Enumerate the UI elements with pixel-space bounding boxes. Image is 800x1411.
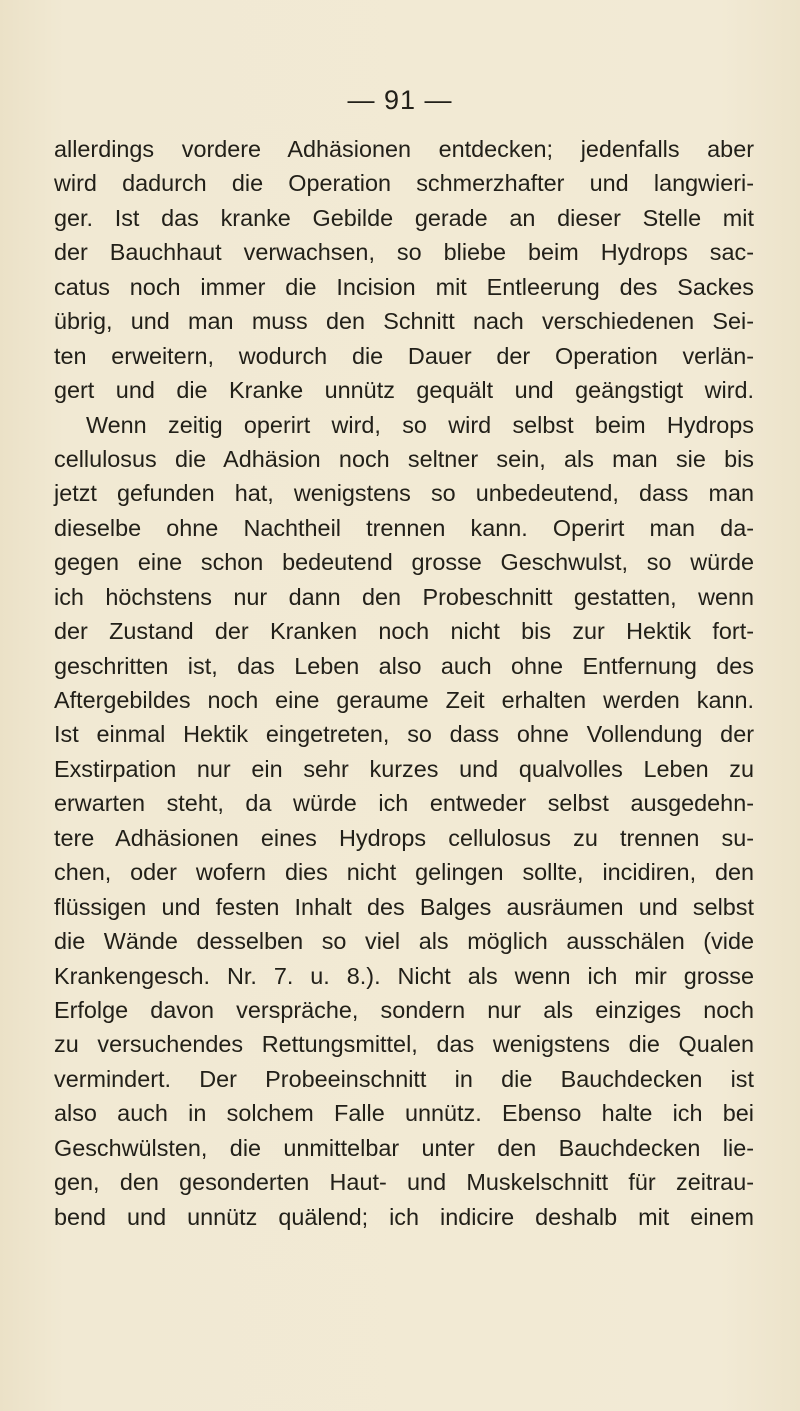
text-line: Aftergebildes noch eine geraume Zeit erhalten werden kann. (54, 687, 754, 713)
text-line: zu versuchendes Rettungsmittel, das wenigstens die Qualen (54, 1031, 754, 1058)
text-line: Exstirpation nur ein sehr kurzes und qualvolles Leben zu (54, 755, 754, 782)
text-line: gen, den gesonderten Haut- und Muskelschnitt für zeitrau- (54, 1169, 754, 1196)
text-line: bend und unnütz quälend; ich indicire deshalb mit einem (54, 1203, 754, 1230)
text-line: vermindert. Der Probeeinschnitt in die Bauchdecken ist (54, 1065, 754, 1092)
text-line: Geschwülsten, die unmittelbar unter den Bauchdecken lie- (54, 1134, 754, 1161)
text-line: der Bauchhaut verwachsen, so bliebe beim Hydrops sac- (54, 239, 754, 266)
text-line: also auch in solchem Falle unnütz. Ebenso halte ich bei (54, 1100, 754, 1127)
text-line: ger. Ist das kranke Gebilde gerade an dieser Stelle mit (54, 204, 754, 231)
text-line: chen, oder wofern dies nicht gelingen sollte, incidiren, den (54, 859, 754, 886)
text-line: catus noch immer die Incision mit Entleerung des Sackes (54, 273, 754, 300)
text-line: Krankengesch. Nr. 7. u. 8.). Nicht als wenn ich mir grosse (54, 962, 754, 989)
text-line: Wenn zeitig operirt wird, so wird selbst beim Hydrops (86, 411, 754, 438)
text-line: die Wände desselben so viel als möglich ausschälen (vide (54, 928, 754, 955)
page-number: — 91 — (347, 85, 453, 115)
body-text (54, 132, 754, 1234)
text-line: gert und die Kranke unnütz gequält und geängstigt wird. (54, 377, 754, 404)
text-line: tere Adhäsionen eines Hydrops cellulosus zu trennen su- (54, 824, 754, 851)
text-line: flüssigen und festen Inhalt des Balges ausräumen und selbst (54, 893, 754, 920)
text-line: der Zustand der Kranken noch nicht bis zur Hektik fort- (54, 618, 754, 645)
text-line: ich höchstens nur dann den Probeschnitt gestatten, wenn (54, 583, 754, 610)
text-line: ten erweitern, wodurch die Dauer der Operation verlän- (54, 342, 754, 369)
text-line: Ist einmal Hektik eingetreten, so dass ohne Vollendung der (54, 721, 754, 748)
text-line: übrig, und man muss den Schnitt nach verschiedenen Sei- (54, 308, 754, 335)
text-line: Erfolge davon verspräche, sondern nur als einziges noch (54, 996, 754, 1023)
text-line: gegen eine schon bedeutend grosse Geschwulst, so würde (54, 549, 754, 576)
text-line: dieselbe ohne Nachtheil trennen kann. Operirt man da- (54, 514, 754, 541)
text-line: jetzt gefunden hat, wenigstens so unbedeutend, dass man (54, 480, 754, 507)
text-line: cellulosus die Adhäsion noch seltner sein, als man sie bis (54, 445, 754, 472)
text-line: allerdings vordere Adhäsionen entdecken; jedenfalls aber (54, 136, 754, 162)
text-line: erwarten steht, da würde ich entweder selbst ausgedehn- (54, 790, 754, 817)
text-line: geschritten ist, das Leben also auch ohne Entfernung des (54, 652, 754, 679)
text-line: wird dadurch die Operation schmerzhafter und langwieri- (54, 170, 754, 197)
